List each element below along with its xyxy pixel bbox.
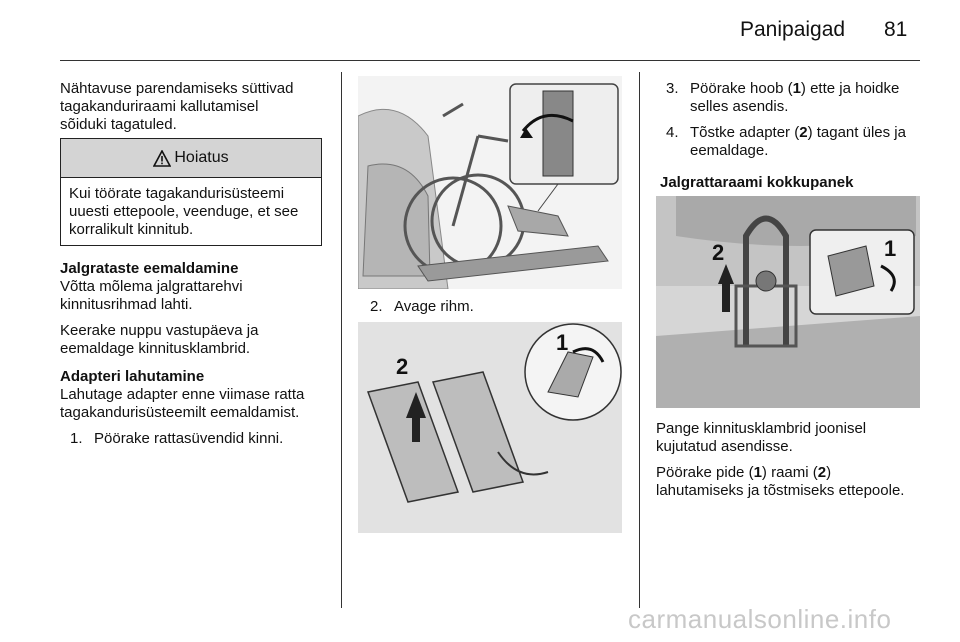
step-text-part: eemaldage. <box>690 142 769 159</box>
page-number: 81 <box>884 18 908 41</box>
header-rule <box>60 60 920 61</box>
warning-line: korralikult kinnitub. <box>69 221 194 238</box>
section-heading: Jalgrataste eemaldamine <box>60 260 239 277</box>
middle-step-2 <box>370 298 630 316</box>
figure-label-2: 2 <box>712 240 725 265</box>
figure-label-1: 1 <box>884 236 897 261</box>
figure-label-1: 1 <box>556 330 569 355</box>
step-text-part: selles asendis. <box>690 98 789 115</box>
figure-label-2: 2 <box>396 354 409 379</box>
text-line: kujutatud asendisse. <box>656 438 793 455</box>
intro-line: sõiduki tagatuled. <box>60 116 177 133</box>
intro-line: tagakanduriraami kallutamisel <box>60 98 259 115</box>
step-text: Avage rihm. <box>394 298 474 315</box>
step-number: 3. <box>666 80 679 97</box>
step-number: 2. <box>370 298 383 315</box>
text-line <box>656 464 946 482</box>
figure-frame-assembly <box>656 196 920 408</box>
figure-adapter-removal <box>358 322 622 533</box>
step-text-part: Pöörake hoob ( <box>690 80 793 97</box>
figure-bike-carrier-loaded <box>358 76 622 289</box>
text-part: ) raami ( <box>761 464 818 481</box>
list-item-step-3 <box>666 80 930 116</box>
ref-bold: 1 <box>753 464 762 481</box>
text-line: Keerake nuppu vastupäeva ja <box>60 322 259 339</box>
step-number: 4. <box>666 124 679 141</box>
bike-carrier-illustration <box>358 76 622 289</box>
list-item-step-2 <box>370 298 630 316</box>
column-divider-2 <box>639 72 640 608</box>
warning-line: uuesti ettepoole, veenduge, et see <box>69 203 299 220</box>
step-text: Pöörake rattasüvendid kinni. <box>94 430 284 447</box>
text-part: ) <box>826 464 832 481</box>
warning-title: Hoiatus <box>174 149 229 166</box>
column-divider-1 <box>341 72 342 608</box>
warning-box <box>60 138 322 246</box>
section-adapter <box>60 368 340 448</box>
intro-line: Nähtavuse parendamiseks süttivad <box>60 80 294 97</box>
warning-header <box>61 139 321 178</box>
text-line: Lahutage adapter enne viimase ratta <box>60 386 305 403</box>
page-header-title: Panipaigad <box>740 18 846 41</box>
text-line: Võtta mõlema jalgrattarehvi <box>60 278 243 295</box>
text-line: tagakandurisüsteemilt eemaldamist. <box>60 404 300 421</box>
text-line: Pange kinnitusklambrid joonisel <box>656 420 867 437</box>
text-line: eemaldage kinnitusklambrid. <box>60 340 251 357</box>
step-text-part: ) ette ja hoidke <box>800 80 900 97</box>
text-part: Pöörake pide ( <box>656 464 754 481</box>
section-heading: Adapteri lahutamine <box>60 368 205 385</box>
step-number: 1. <box>70 430 83 447</box>
warning-body <box>61 178 321 239</box>
step-ref-bold: 1 <box>792 80 801 97</box>
right-text-bottom <box>656 420 946 500</box>
left-intro <box>60 80 335 134</box>
right-steps <box>660 80 930 192</box>
frame-assembly-illustration <box>656 196 920 408</box>
list-item-step-4 <box>666 124 930 160</box>
adapter-illustration <box>358 322 622 533</box>
section-heading: Jalgrattaraami kokkupanek <box>660 174 854 191</box>
section-remove-bikes <box>60 260 338 358</box>
step-text-part: ) tagant üles ja <box>807 124 906 141</box>
step-ref-bold: 2 <box>799 124 808 141</box>
warning-triangle-icon <box>153 150 171 167</box>
ref-bold: 2 <box>817 464 827 481</box>
text-line: lahutamiseks ja tõstmiseks ettepoole. <box>656 482 905 499</box>
warning-line: Kui töörate tagakandurisüsteemi <box>69 185 285 202</box>
text-line: kinnitusrihmad lahti. <box>60 296 193 313</box>
step-text-part: Tõstke adapter ( <box>690 124 800 141</box>
list-item-step-1 <box>70 430 340 448</box>
watermark-text: carmanualsonline.info <box>628 604 892 634</box>
